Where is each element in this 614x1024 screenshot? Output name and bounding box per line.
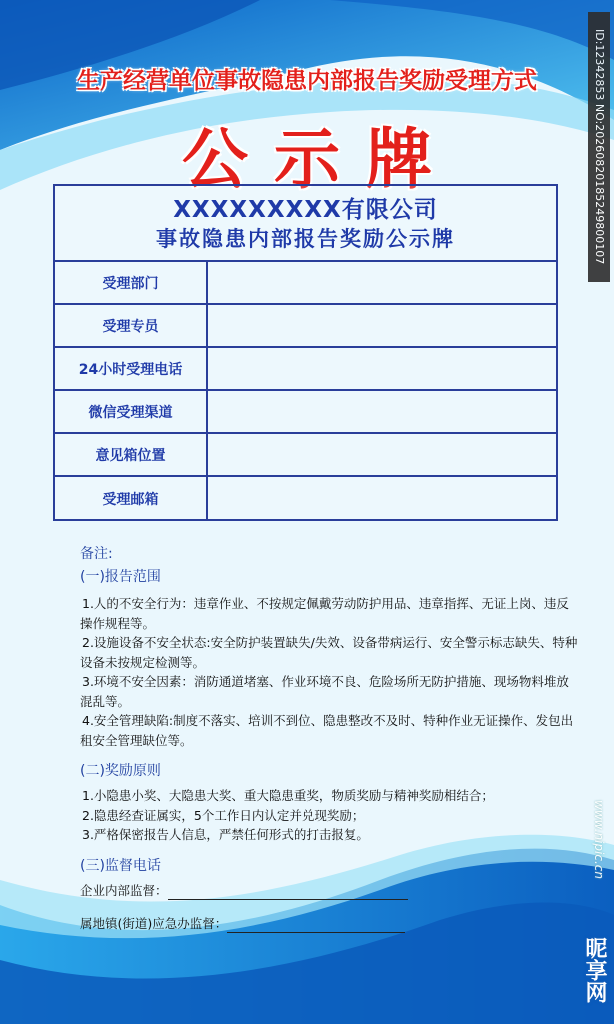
supervision-local [80,914,580,933]
row-label-department: 受理部门 [55,262,208,303]
row-value-department [208,262,556,303]
table-row [55,348,556,391]
section-title-reward: (二)奖励原则 [80,763,161,779]
section-scope-list [80,594,580,750]
row-label-specialist: 受理专员 [55,305,208,346]
list-item: 1.小隐患小奖、大隐患大奖、重大隐患重奖，物质奖励与精神奖励相结合； [82,788,494,803]
list-item: 4.安全管理缺陷:制度不落实、培训不到位、隐患整改不及时、特种作业无证操作、发包出租安全管理缺位等。 [80,713,574,748]
table-row [55,262,556,305]
row-label-email: 受理邮箱 [55,477,208,521]
row-value-wechat [208,391,556,432]
row-label-hotline: 24小时受理电话 [55,348,208,389]
row-value-hotline [208,348,556,389]
notes-section [80,544,580,933]
poster-heading: 生产经营单位事故隐患内部报告奖励受理方式 [77,68,537,94]
section-title-supervision: (三)监督电话 [80,857,161,874]
section-reward-list [80,786,580,845]
supervision-local-label: 属地镇(街道)应急办监督： [80,915,228,931]
watermark-id-strip: ID:12342853 NO:20260820185249800107 [588,12,610,282]
list-item: 3.环境不安全因素：消防通道堵塞、作业环境不良、危险场所无防护措施、现场物料堆放混乱等。 [80,674,569,709]
table-row [55,477,556,521]
row-label-wechat: 微信受理渠道 [55,391,208,432]
table-row [55,305,556,348]
poster-main-title: 公示牌 [182,121,458,198]
notes-title: 备注: [80,546,113,562]
notice-board-table [53,184,558,521]
supervision-internal [80,881,580,900]
table-row [55,391,556,434]
list-item: 2.设施设备不安全状态:安全防护装置缺失/失效、设备带病运行、安全警示标志缺失、特种设备未按规定检测等。 [80,635,578,670]
table-row [55,434,556,477]
row-value-suggestion-box [208,434,556,475]
watermark-logo: 昵享网 [582,937,607,1003]
section-title-scope: (一)报告范围 [80,569,161,585]
board-subtitle: 事故隐患内部报告奖励公示牌 [156,227,455,251]
company-name: XXXXXXXXX有限公司 [173,197,438,223]
list-item: 1.人的不安全行为：违章作业、不按规定佩戴劳动防护用品、违章指挥、无证上岗、违反操作规程等。 [80,596,569,631]
supervision-internal-label: 企业内部监督： [80,882,168,898]
supervision-local-line [227,920,405,933]
watermark-url: www.nipic.cn [592,800,606,879]
list-item: 2.隐患经查证属实，5个工作日内认定并兑现奖励； [82,807,365,823]
row-value-email [208,477,556,521]
supervision-internal-line [168,887,408,900]
board-header [55,186,556,262]
row-value-specialist [208,305,556,346]
list-item: 3.严格保密报告人信息，严禁任何形式的打击报复。 [82,827,369,842]
row-label-suggestion-box: 意见箱位置 [55,434,208,475]
